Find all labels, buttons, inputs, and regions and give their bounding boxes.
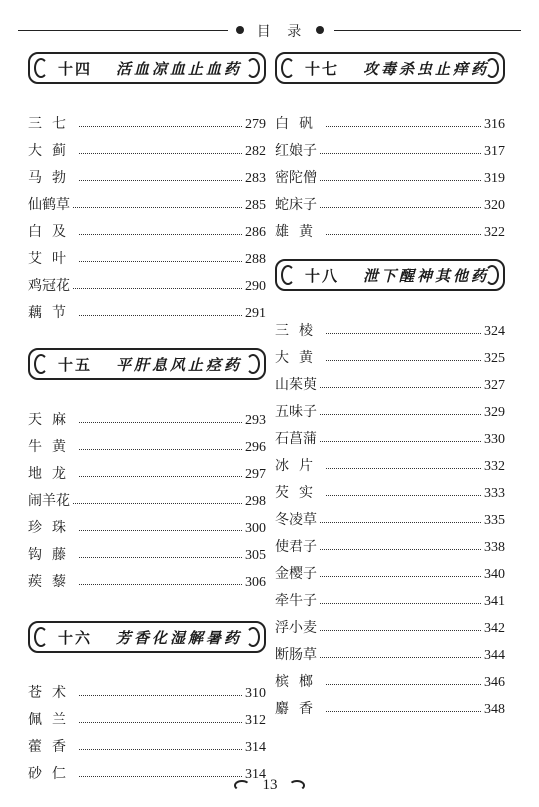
dot-leader bbox=[79, 476, 242, 477]
dot-leader bbox=[326, 234, 481, 235]
header-rule-right bbox=[334, 30, 521, 31]
dot-leader bbox=[79, 557, 242, 558]
banner-ornament-right bbox=[246, 627, 260, 647]
entry-name: 白及 bbox=[28, 224, 76, 240]
banner-ornament-left bbox=[34, 354, 48, 374]
entry-page-number: 325 bbox=[484, 351, 505, 366]
dot-leader bbox=[320, 630, 481, 631]
entry-page-number: 335 bbox=[484, 513, 505, 528]
toc-section bbox=[28, 52, 266, 322]
dot-leader bbox=[320, 657, 481, 658]
entry-name: 蒺藜 bbox=[28, 574, 76, 590]
toc-entry[interactable] bbox=[28, 268, 266, 295]
entry-page-number: 314 bbox=[245, 740, 266, 755]
section-title: 泄下醒神其他药 bbox=[363, 266, 490, 285]
toc-entry[interactable] bbox=[28, 675, 266, 702]
dot-leader bbox=[79, 153, 242, 154]
dot-leader bbox=[79, 530, 242, 531]
entry-name: 断肠草 bbox=[275, 647, 317, 663]
entry-page-number: 285 bbox=[245, 198, 266, 213]
entry-page-number: 305 bbox=[245, 548, 266, 563]
dot-leader bbox=[320, 207, 481, 208]
section-title: 芳香化湿解暑药 bbox=[116, 628, 243, 647]
toc-entry[interactable] bbox=[275, 313, 505, 340]
header-dot-right bbox=[316, 26, 324, 34]
entry-name: 砂仁 bbox=[28, 766, 76, 782]
entry-name: 冬凌草 bbox=[275, 512, 317, 528]
dot-leader bbox=[320, 549, 481, 550]
toc-entry[interactable] bbox=[28, 241, 266, 268]
toc-entry[interactable] bbox=[275, 340, 505, 367]
dot-leader bbox=[320, 576, 481, 577]
toc-entry[interactable] bbox=[28, 187, 266, 214]
entry-page-number: 312 bbox=[245, 713, 266, 728]
toc-entry[interactable] bbox=[275, 394, 505, 421]
page-title: 目 录 bbox=[256, 24, 308, 40]
entry-name: 金樱子 bbox=[275, 566, 317, 582]
entry-name: 钩藤 bbox=[28, 547, 76, 563]
entry-name: 地龙 bbox=[28, 466, 76, 482]
entry-page-number: 344 bbox=[484, 648, 505, 663]
dot-leader bbox=[79, 749, 242, 750]
banner-ornament-left bbox=[281, 265, 295, 285]
entry-name: 麝香 bbox=[275, 701, 323, 717]
entry-page-number: 297 bbox=[245, 467, 266, 482]
toc-entry[interactable] bbox=[275, 421, 505, 448]
dot-leader bbox=[73, 288, 242, 289]
section-number: 十八 bbox=[305, 266, 340, 285]
entry-name: 密陀僧 bbox=[275, 170, 317, 186]
toc-entry[interactable] bbox=[28, 510, 266, 537]
entry-name: 山茱萸 bbox=[275, 377, 317, 393]
page-header bbox=[18, 20, 521, 40]
entry-name: 三棱 bbox=[275, 323, 323, 339]
dot-leader bbox=[320, 414, 481, 415]
banner-ornament-right bbox=[246, 354, 260, 374]
entry-name: 鸡冠花 bbox=[28, 278, 70, 294]
entry-name: 芡实 bbox=[275, 485, 323, 501]
section-title: 攻毒杀虫止痒药 bbox=[363, 59, 490, 78]
entry-page-number: 300 bbox=[245, 521, 266, 536]
section-banner bbox=[28, 621, 266, 653]
footer-ornament-left bbox=[234, 780, 250, 791]
entry-name: 使君子 bbox=[275, 539, 317, 555]
entry-page-number: 322 bbox=[484, 225, 505, 240]
section-number: 十七 bbox=[305, 59, 340, 78]
section-banner bbox=[28, 348, 266, 380]
toc-entry[interactable] bbox=[275, 583, 505, 610]
entry-page-number: 329 bbox=[484, 405, 505, 420]
dot-leader bbox=[326, 495, 481, 496]
entry-name: 藿香 bbox=[28, 739, 76, 755]
page-footer bbox=[0, 776, 539, 796]
entry-page-number: 342 bbox=[484, 621, 505, 636]
entry-page-number: 279 bbox=[245, 117, 266, 132]
section-banner bbox=[275, 259, 505, 291]
toc-entry[interactable] bbox=[28, 429, 266, 456]
dot-leader bbox=[326, 684, 481, 685]
dot-leader bbox=[79, 449, 242, 450]
entry-name: 佩兰 bbox=[28, 712, 76, 728]
dot-leader bbox=[79, 261, 242, 262]
entry-name: 雄黄 bbox=[275, 224, 323, 240]
entry-name: 珍珠 bbox=[28, 520, 76, 536]
entry-name: 石菖蒲 bbox=[275, 431, 317, 447]
banner-ornament-left bbox=[34, 627, 48, 647]
page-number: 13 bbox=[262, 777, 278, 793]
dot-leader bbox=[320, 153, 481, 154]
banner-ornament-right bbox=[246, 58, 260, 78]
entry-name: 藕节 bbox=[28, 305, 76, 321]
toc-section bbox=[28, 621, 266, 783]
toc-section bbox=[28, 348, 266, 591]
entry-name: 苍术 bbox=[28, 685, 76, 701]
dot-leader bbox=[320, 387, 481, 388]
dot-leader bbox=[79, 234, 242, 235]
entry-page-number: 320 bbox=[484, 198, 505, 213]
toc-entry[interactable] bbox=[28, 702, 266, 729]
toc-entry[interactable] bbox=[275, 133, 505, 160]
entry-page-number: 327 bbox=[484, 378, 505, 393]
section-banner bbox=[275, 52, 505, 84]
toc-entry[interactable] bbox=[275, 637, 505, 664]
dot-leader bbox=[326, 360, 481, 361]
entry-page-number: 306 bbox=[245, 575, 266, 590]
entry-name: 牛黄 bbox=[28, 439, 76, 455]
entry-page-number: 283 bbox=[245, 171, 266, 186]
entry-name: 白矾 bbox=[275, 116, 323, 132]
dot-leader bbox=[320, 441, 481, 442]
dot-leader bbox=[79, 126, 242, 127]
entry-name: 五味子 bbox=[275, 404, 317, 420]
dot-leader bbox=[320, 180, 481, 181]
section-title: 活血凉血止血药 bbox=[116, 59, 243, 78]
footer-ornament-right bbox=[289, 780, 305, 791]
toc-entry[interactable] bbox=[275, 556, 505, 583]
dot-leader bbox=[326, 711, 481, 712]
entry-page-number: 314 bbox=[245, 767, 266, 782]
entry-page-number: 317 bbox=[484, 144, 505, 159]
header-rule-left bbox=[18, 30, 228, 31]
dot-leader bbox=[79, 584, 242, 585]
dot-leader bbox=[79, 422, 242, 423]
dot-leader bbox=[73, 503, 242, 504]
toc-entry[interactable] bbox=[28, 214, 266, 241]
toc-entry[interactable] bbox=[28, 729, 266, 756]
entry-page-number: 348 bbox=[484, 702, 505, 717]
entry-page-number: 290 bbox=[245, 279, 266, 294]
dot-leader bbox=[79, 180, 242, 181]
dot-leader bbox=[73, 207, 242, 208]
dot-leader bbox=[79, 315, 242, 316]
toc-entry[interactable] bbox=[275, 214, 505, 241]
entry-name: 浮小麦 bbox=[275, 620, 317, 636]
section-title: 平肝息风止痉药 bbox=[116, 355, 243, 374]
section-number: 十五 bbox=[58, 355, 93, 374]
toc-column-left bbox=[28, 52, 266, 783]
toc-entry[interactable] bbox=[275, 529, 505, 556]
toc-entry[interactable] bbox=[275, 691, 505, 718]
entry-name: 马勃 bbox=[28, 170, 76, 186]
entry-page-number: 333 bbox=[484, 486, 505, 501]
toc-entry[interactable] bbox=[28, 160, 266, 187]
entry-name: 红娘子 bbox=[275, 143, 317, 159]
dot-leader bbox=[320, 522, 481, 523]
entry-page-number: 293 bbox=[245, 413, 266, 428]
entry-page-number: 330 bbox=[484, 432, 505, 447]
entry-page-number: 282 bbox=[245, 144, 266, 159]
entry-page-number: 298 bbox=[245, 494, 266, 509]
dot-leader bbox=[326, 333, 481, 334]
toc-entry[interactable] bbox=[275, 664, 505, 691]
entry-page-number: 319 bbox=[484, 171, 505, 186]
entry-page-number: 341 bbox=[484, 594, 505, 609]
entry-page-number: 340 bbox=[484, 567, 505, 582]
banner-ornament-left bbox=[281, 58, 295, 78]
entry-page-number: 316 bbox=[484, 117, 505, 132]
entry-name: 大黄 bbox=[275, 350, 323, 366]
section-number: 十六 bbox=[58, 628, 93, 647]
entry-name: 三七 bbox=[28, 116, 76, 132]
entry-page-number: 346 bbox=[484, 675, 505, 690]
toc-entry[interactable] bbox=[275, 106, 505, 133]
toc-entry[interactable] bbox=[28, 106, 266, 133]
section-number: 十四 bbox=[58, 59, 93, 78]
dot-leader bbox=[326, 468, 481, 469]
toc-entry[interactable] bbox=[275, 475, 505, 502]
entry-name: 牵牛子 bbox=[275, 593, 317, 609]
entry-page-number: 310 bbox=[245, 686, 266, 701]
entry-name: 天麻 bbox=[28, 412, 76, 428]
entry-name: 仙鹤草 bbox=[28, 197, 70, 213]
entry-page-number: 338 bbox=[484, 540, 505, 555]
toc-section bbox=[275, 259, 505, 718]
header-dot-left bbox=[236, 26, 244, 34]
toc-entry[interactable] bbox=[275, 187, 505, 214]
entry-page-number: 291 bbox=[245, 306, 266, 321]
entry-name: 冰片 bbox=[275, 458, 323, 474]
toc-entry[interactable] bbox=[28, 456, 266, 483]
toc-entry[interactable] bbox=[275, 502, 505, 529]
banner-ornament-left bbox=[34, 58, 48, 78]
dot-leader bbox=[79, 695, 242, 696]
entry-page-number: 288 bbox=[245, 252, 266, 267]
dot-leader bbox=[320, 603, 481, 604]
toc-entry[interactable] bbox=[28, 295, 266, 322]
toc-section bbox=[275, 52, 505, 241]
entry-page-number: 286 bbox=[245, 225, 266, 240]
entry-name: 槟榔 bbox=[275, 674, 323, 690]
toc-entry[interactable] bbox=[28, 537, 266, 564]
dot-leader bbox=[79, 722, 242, 723]
section-banner bbox=[28, 52, 266, 84]
entry-name: 闹羊花 bbox=[28, 493, 70, 509]
entry-name: 大蓟 bbox=[28, 143, 76, 159]
dot-leader bbox=[326, 126, 481, 127]
toc-entry[interactable] bbox=[275, 367, 505, 394]
banner-ornament-right bbox=[485, 58, 499, 78]
toc-entry[interactable] bbox=[275, 448, 505, 475]
toc-entry[interactable] bbox=[28, 483, 266, 510]
entry-page-number: 332 bbox=[484, 459, 505, 474]
entry-page-number: 324 bbox=[484, 324, 505, 339]
entry-page-number: 296 bbox=[245, 440, 266, 455]
entry-name: 艾叶 bbox=[28, 251, 76, 267]
toc-column-right bbox=[275, 52, 505, 718]
toc-entry[interactable] bbox=[275, 160, 505, 187]
toc-entry[interactable] bbox=[275, 610, 505, 637]
entry-name: 蛇床子 bbox=[275, 197, 317, 213]
banner-ornament-right bbox=[485, 265, 499, 285]
toc-entry[interactable] bbox=[28, 133, 266, 160]
toc-entry[interactable] bbox=[28, 402, 266, 429]
toc-entry[interactable] bbox=[28, 564, 266, 591]
